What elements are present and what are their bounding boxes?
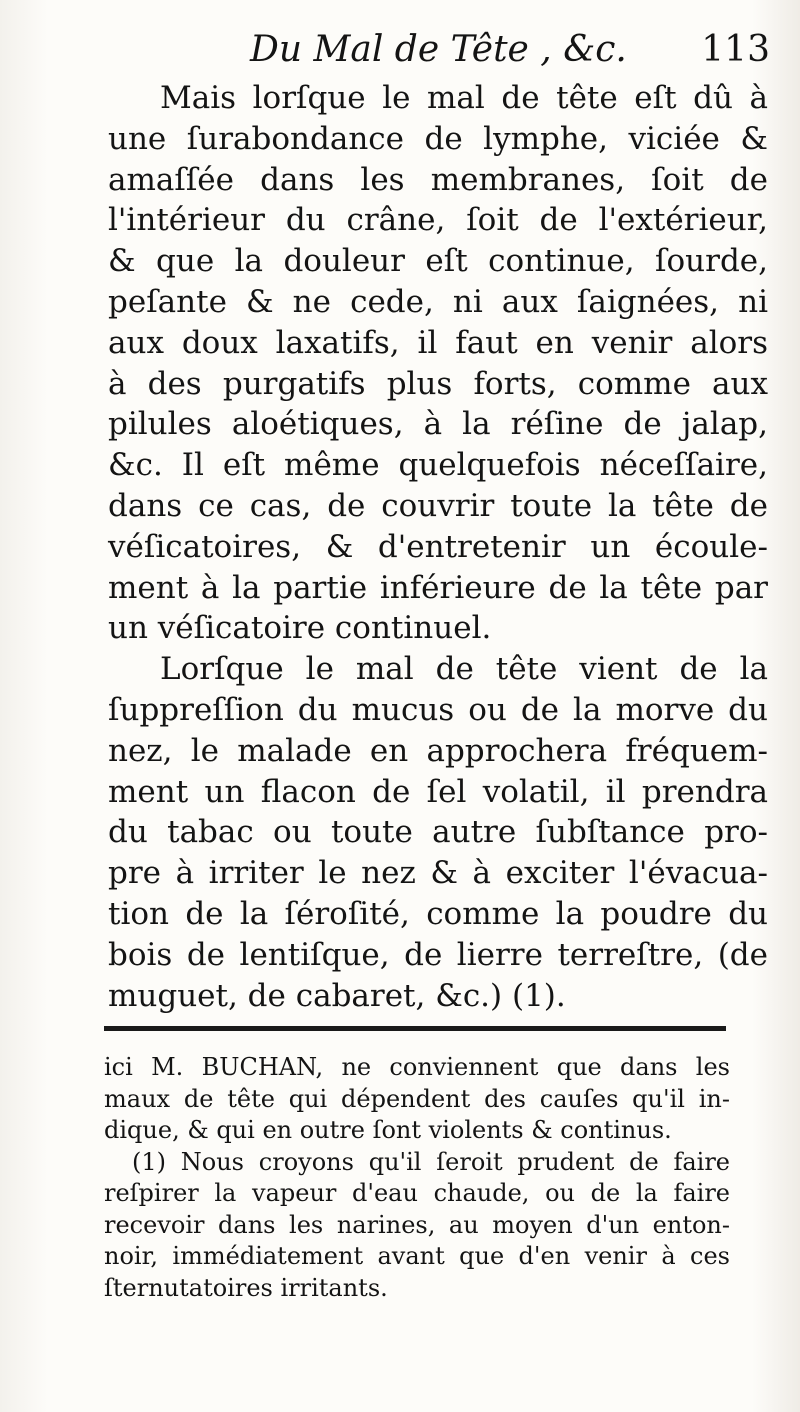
text-line: à des purgatifs plus forts, comme aux — [108, 365, 768, 402]
text-line: aux doux laxatifs, il faut en venir alors — [108, 324, 768, 361]
text-line: amaſſée dans les membranes, ſoit de — [108, 161, 768, 198]
text-line: muguet, de cabaret, &c.) (1). — [108, 977, 566, 1014]
text-line: ment à la partie inférieure de la tête par — [108, 569, 768, 606]
text-line: & que la douleur eſt continue, ſourde, — [108, 243, 768, 280]
text-line: pre à irriter le nez & à exciter l'évacua- — [108, 855, 768, 892]
text-line: véſicatoires, & d'entretenir un écoule- — [108, 528, 768, 565]
footnote-line: ſternutatoires irritants. — [104, 1273, 388, 1302]
text-line: bois de lentiſque, de lierre terreſtre, (de — [108, 936, 768, 973]
text-line: Lorſque le mal de tête vient de la — [160, 651, 768, 688]
footnote-line: recevoir dans les narines, au moyen d'un enton- — [104, 1210, 730, 1239]
footnote-line: reſpirer la vapeur d'eau chaude, ou de la faire — [104, 1179, 730, 1207]
text-line: pilules aloétiques, à la réſine de jalap, — [108, 406, 768, 443]
text-line: un véſicatoire continuel. — [108, 610, 492, 647]
body-text — [108, 78, 768, 1016]
text-line: &c. Il eſt même quelquefois néceſſaire, — [108, 447, 768, 484]
text-line: nez, le malade en approchera fréquem- — [108, 732, 768, 769]
footnotes — [104, 1052, 730, 1304]
text-line: ment un flacon de ſel volatil, il prendra — [108, 773, 768, 810]
text-line: Mais lorſque le mal de tête eſt dû à — [160, 80, 768, 116]
text-line: ſuppreſſion du mucus ou de la morve du — [108, 691, 768, 728]
running-head — [250, 30, 770, 70]
page-number: 113 — [701, 29, 770, 70]
text-line: dans ce cas, de couvrir toute la tête de — [108, 487, 768, 524]
footnote-line: ici M. BUCHAN, ne conviennent que dans les — [104, 1053, 730, 1081]
footnote-line: (1) Nous croyons qu'il ſeroit prudent de faire — [132, 1147, 730, 1176]
running-head-title: Du Mal de Tête , &c. — [250, 29, 627, 70]
text-line: peſante & ne cede, ni aux ſaignées, ni — [108, 283, 768, 320]
footnote-rule — [104, 1026, 726, 1031]
text-line: tion de la ſéroſité, comme la poudre du — [108, 895, 768, 932]
text-line: une ſurabondance de lymphe, viciée & — [108, 120, 768, 157]
footnote-line: noir, immédiatement avant que d'en venir à ces — [104, 1242, 730, 1270]
footnote-line: dique, & qui en outre ſont violents & continus. — [104, 1116, 672, 1144]
text-line: l'intérieur du crâne, ſoit de l'extérieur, — [108, 202, 768, 239]
text-line: du tabac ou toute autre ſubſtance pro- — [108, 814, 768, 851]
footnote-line: maux de tête qui dépendent des cauſes qu'il in- — [104, 1084, 730, 1113]
